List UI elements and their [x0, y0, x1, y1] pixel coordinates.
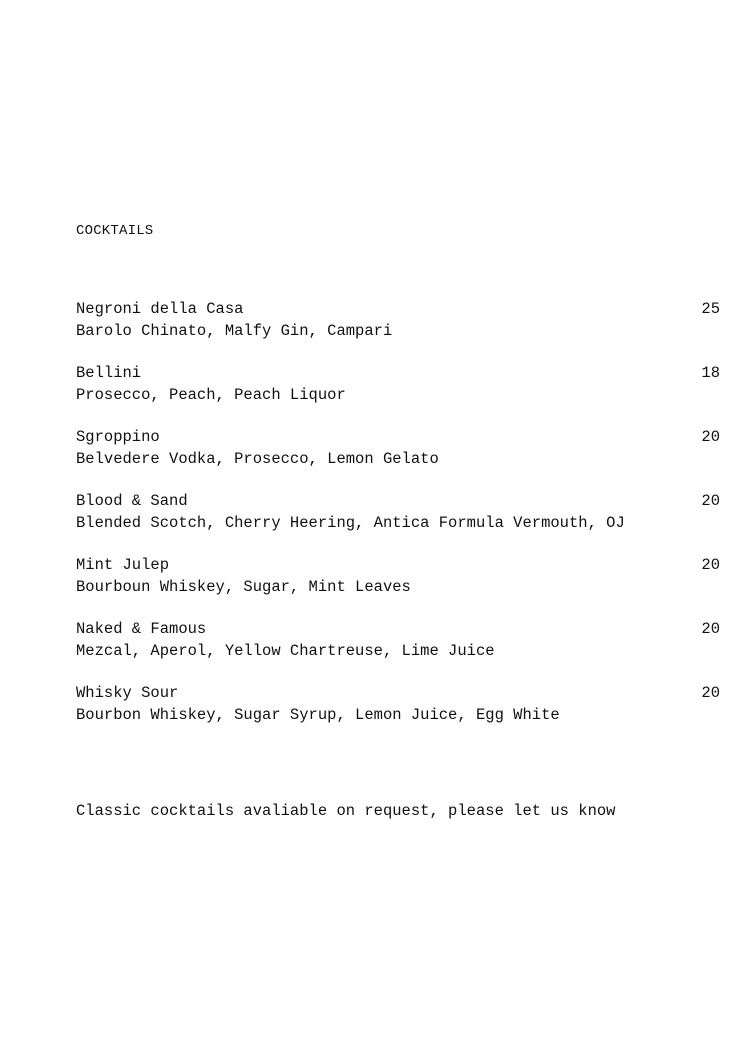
item-price: 20 — [701, 556, 720, 574]
item-header — [76, 428, 722, 450]
item-price: 25 — [701, 300, 720, 318]
item-header — [76, 620, 722, 642]
cocktail-list — [76, 300, 722, 748]
menu-item — [76, 556, 722, 620]
item-price: 20 — [701, 428, 720, 446]
item-description: Blended Scotch, Cherry Heering, Antica Formula Vermouth, OJ — [76, 514, 625, 532]
item-header — [76, 556, 722, 578]
item-name: Negroni della Casa — [76, 300, 244, 318]
menu-item — [76, 620, 722, 684]
item-price: 20 — [701, 620, 720, 638]
item-header — [76, 684, 722, 706]
item-header — [76, 364, 722, 386]
menu-item — [76, 684, 722, 748]
menu-item — [76, 364, 722, 428]
item-description: Barolo Chinato, Malfy Gin, Campari — [76, 322, 393, 340]
item-price: 20 — [701, 492, 720, 510]
section-title: COCKTAILS — [76, 223, 154, 239]
menu-item — [76, 492, 722, 556]
footer-note: Classic cocktails avaliable on request, please let us know — [76, 802, 616, 820]
item-name: Bellini — [76, 364, 142, 382]
item-description: Prosecco, Peach, Peach Liquor — [76, 386, 346, 404]
item-name: Whisky Sour — [76, 684, 179, 702]
item-description: Bourboun Whiskey, Sugar, Mint Leaves — [76, 578, 411, 596]
item-description: Belvedere Vodka, Prosecco, Lemon Gelato — [76, 450, 439, 468]
item-price: 20 — [701, 684, 720, 702]
item-header — [76, 300, 722, 322]
item-name: Mint Julep — [76, 556, 170, 574]
item-name: Sgroppino — [76, 428, 160, 446]
item-name: Blood & Sand — [76, 492, 188, 510]
menu-item — [76, 428, 722, 492]
item-description: Mezcal, Aperol, Yellow Chartreuse, Lime Juice — [76, 642, 495, 660]
item-price: 18 — [701, 364, 720, 382]
item-name: Naked & Famous — [76, 620, 207, 638]
item-header — [76, 492, 722, 514]
menu-item — [76, 300, 722, 364]
item-description: Bourbon Whiskey, Sugar Syrup, Lemon Juice, Egg White — [76, 706, 560, 724]
